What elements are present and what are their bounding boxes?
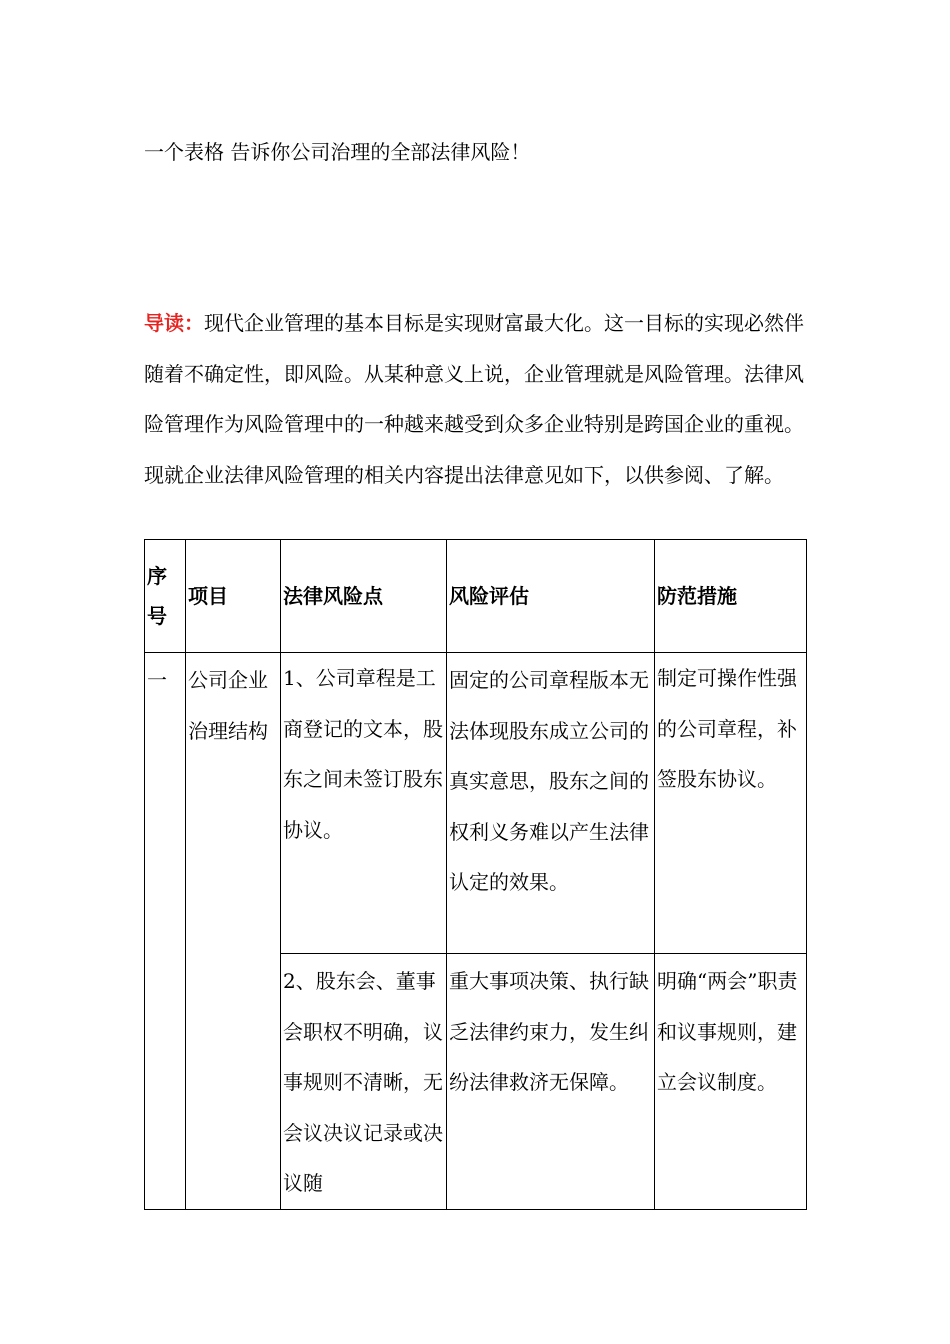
risk-point-cell: 1、公司章程是工商登记的文本，股东之间未签订股东协议。 [281, 653, 447, 954]
legal-risk-table [144, 539, 807, 1210]
header-prevention-measure: 防范措施 [655, 540, 807, 653]
header-risk-assessment: 风险评估 [447, 540, 655, 653]
intro-text: 现代企业管理的基本目标是实现财富最大化。这一目标的实现必然伴随着不确定性，即风险。从某种意义上说，企业管理就是风险管理。法律风险管理作为风险管理中的一种越来越受到众多企业特别是跨国企业的重视。现就企业法律风险管理的相关内容提出法律意见如下，以供参阅、了解。 [144, 311, 804, 487]
risk-assessment-cell: 重大事项决策、执行缺乏法律约束力，发生纠纷法律救济无保障。 [447, 954, 655, 1210]
header-item: 项目 [186, 540, 281, 653]
risk-point-cell: 2、股东会、董事会职权不明确，议事规则不清晰，无会议决议记录或决议随 [281, 954, 447, 1210]
table-row [145, 653, 807, 954]
document-title: 一个表格 告诉你公司治理的全部法律风险！ [144, 140, 531, 164]
intro-lead: 导读： [144, 311, 204, 335]
header-risk-point: 法律风险点 [281, 540, 447, 653]
table-header-row [145, 540, 807, 653]
header-seq: 序号 [145, 540, 186, 653]
prevention-measure-cell: 制定可操作性强的公司章程，补签股东协议。 [655, 653, 807, 954]
prevention-measure-cell: 明确“两会”职责和议事规则，建立会议制度。 [655, 954, 807, 1210]
group-seq-cell: 一 [145, 653, 186, 1210]
intro-paragraph [144, 298, 806, 500]
risk-assessment-cell: 固定的公司章程版本无法体现股东成立公司的真实意思，股东之间的权利义务难以产生法律认定的效果。 [447, 653, 655, 954]
group-item-cell: 公司企业治理结构 [186, 653, 281, 1210]
